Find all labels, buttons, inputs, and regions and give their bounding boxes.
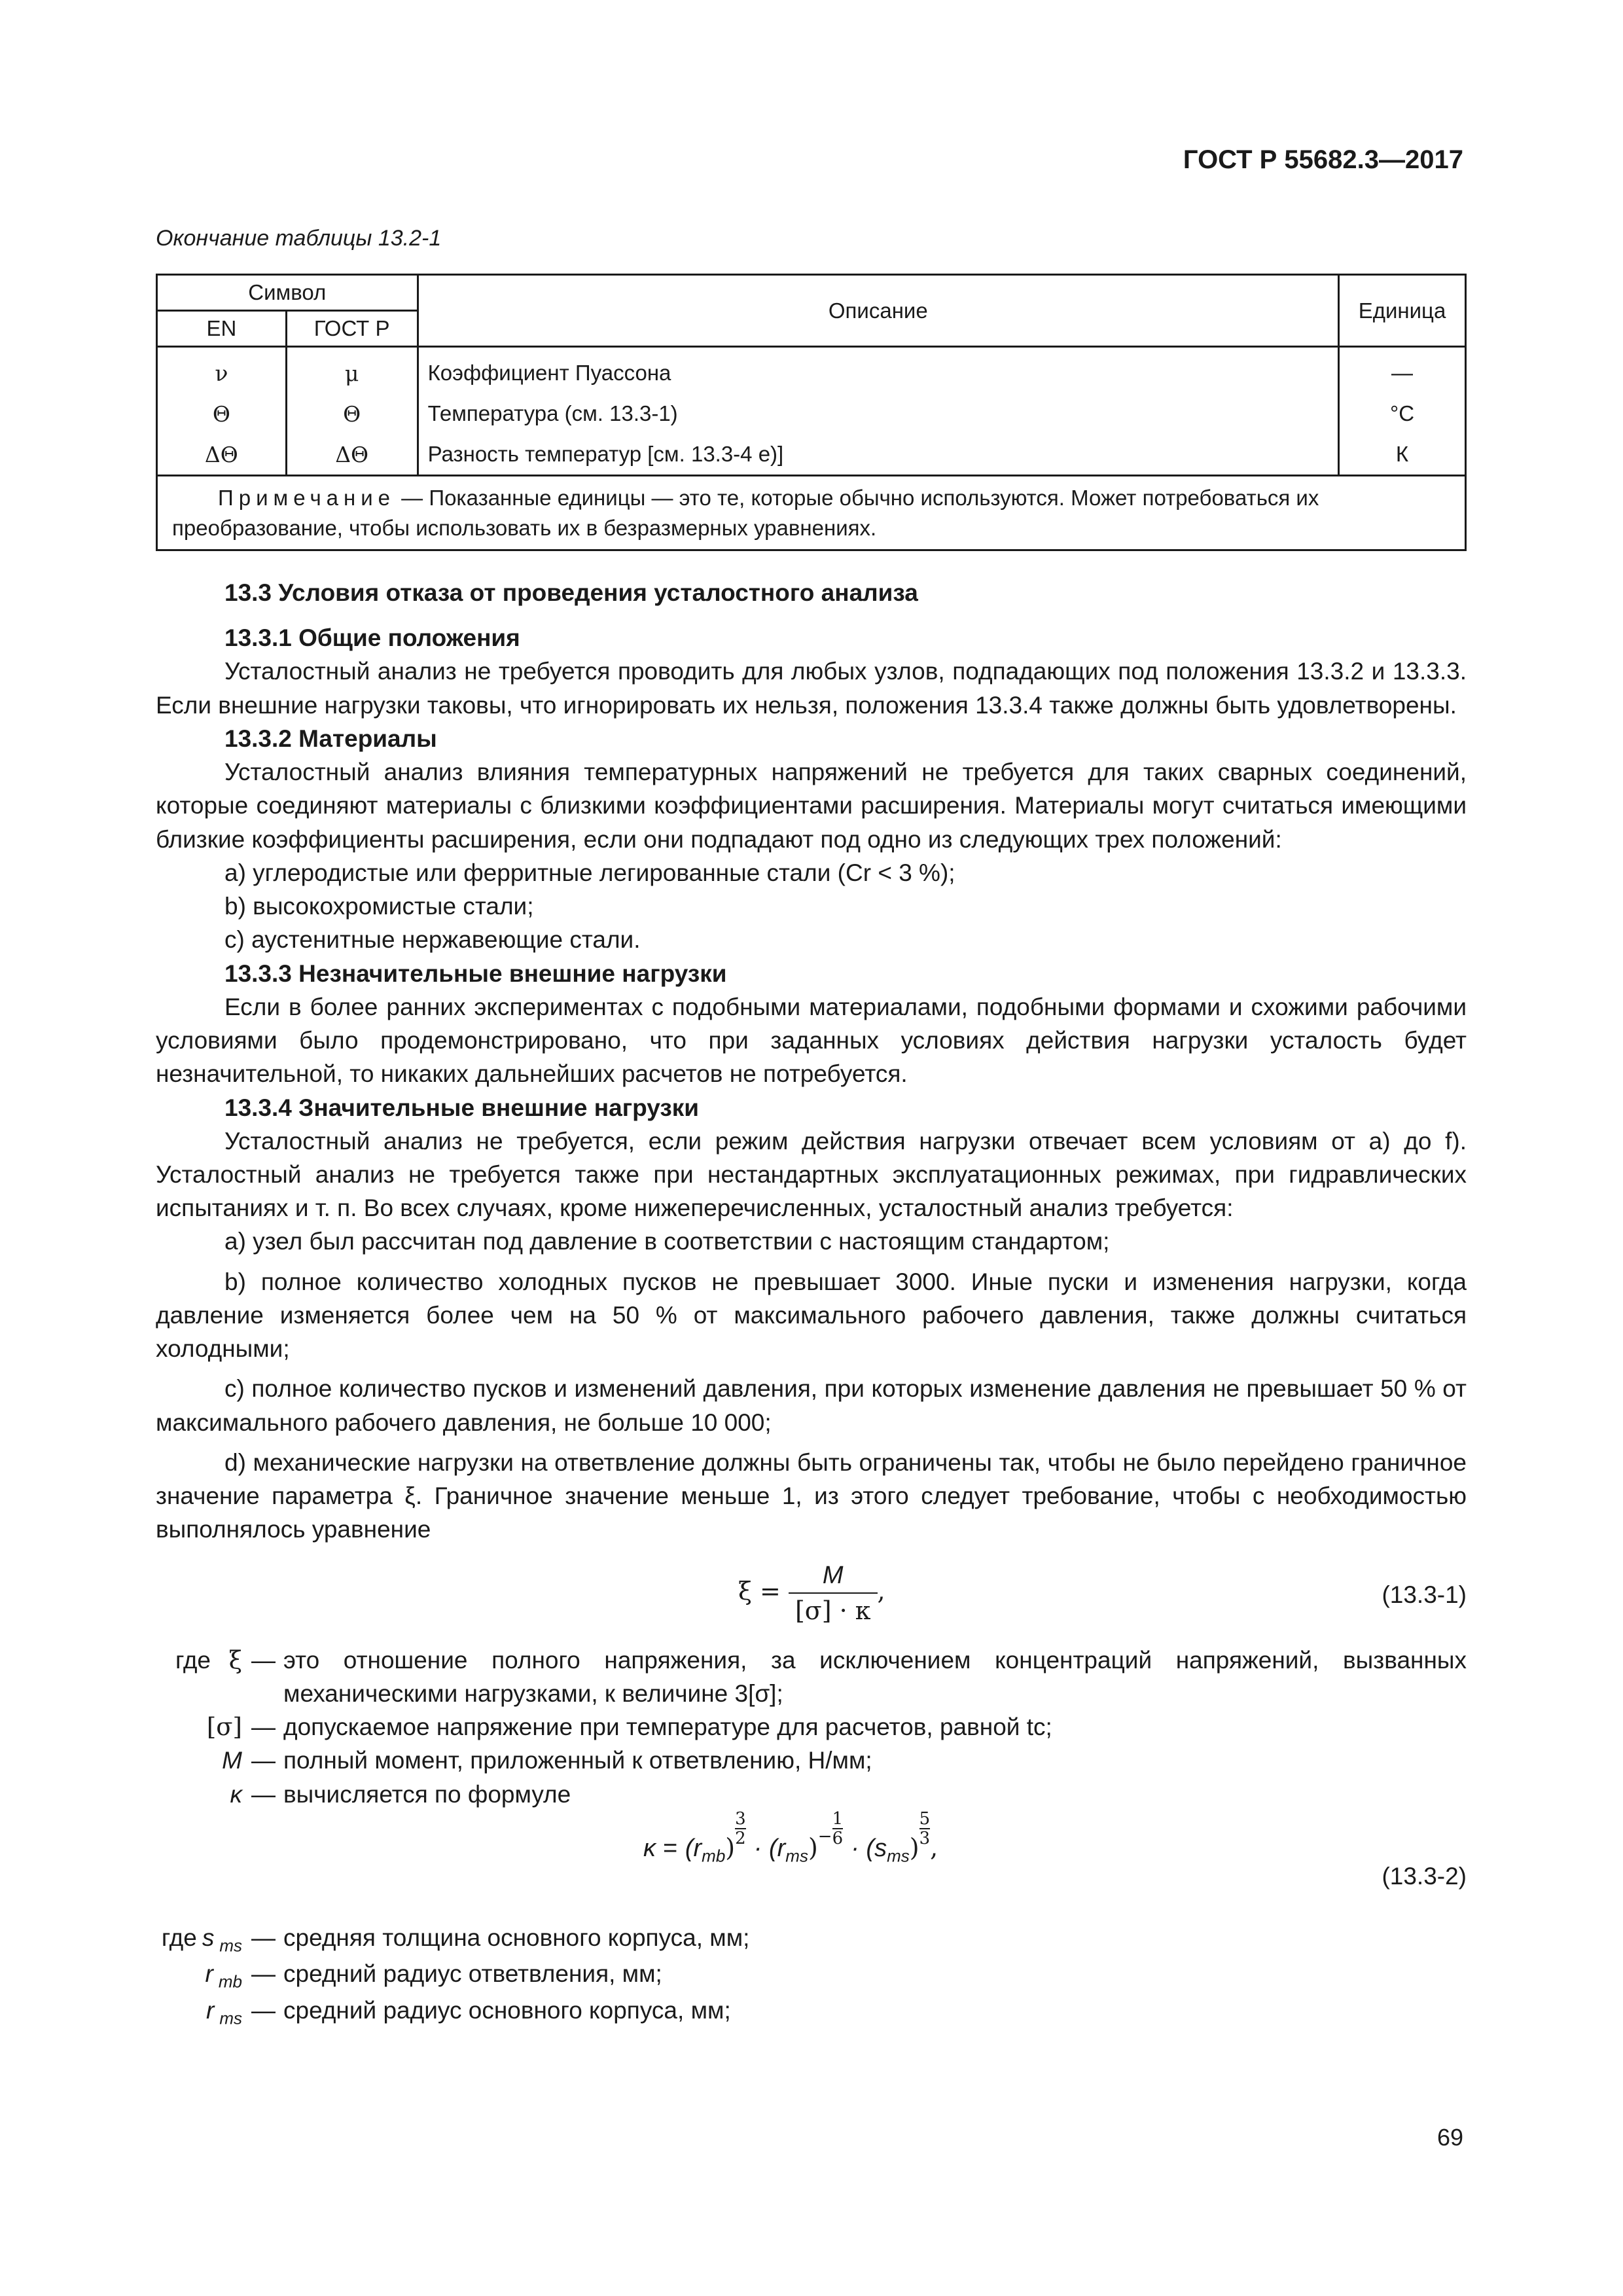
def-text: вычисляется по формуле bbox=[283, 1780, 571, 1808]
cell-gost: μ bbox=[286, 347, 418, 394]
equation-formula bbox=[738, 1558, 885, 1628]
cell-gost: Θ bbox=[286, 393, 418, 434]
def-symbol: κ bbox=[230, 1780, 242, 1808]
definition-item: κ — вычисляется по формуле bbox=[156, 1778, 1467, 1811]
cell-en: Θ bbox=[157, 393, 287, 434]
def-symbol: [σ] bbox=[206, 1713, 242, 1742]
document-body bbox=[156, 576, 1467, 2030]
definition-item: r $_{ms}$ — средний радиус основного корпуса, мм; bbox=[156, 1994, 1467, 2030]
definition-item: где ξ — это отношение полного напряжения, за исключением концентраций напряжений, вызванных механическими нагрузками, к величине 3[σ]; bbox=[156, 1643, 1467, 1710]
list-item: b) полное количество холодных пусков не превышает 3000. Иные пуски и изменения нагрузки, когда давление изменяется более чем на 50 % от максимального рабочего давления, также должны считаться холодными; bbox=[156, 1268, 1467, 1363]
def-symbol: s $_{ms}$ bbox=[202, 1924, 242, 1956]
definition-item: где s $_{ms}$ — средняя толщина основного корпуса, мм; bbox=[156, 1921, 1467, 1957]
paragraph: Усталостный анализ не требуется, если режим действия нагрузки отвечает всем условиям от a) до f). Усталостный анализ не требуется также при нестандартных эксплуатационных режимах, при гидравлических испытаниях и т. п. Во всех случаях, кроме нижеперечисленных, усталостный анализ требуется: bbox=[156, 1127, 1467, 1222]
table-row bbox=[157, 347, 1466, 394]
cell-en: ΔΘ bbox=[157, 434, 287, 476]
exp-den: 6 bbox=[832, 1829, 844, 1849]
list-item: b) высокохромистые стали; bbox=[224, 893, 534, 920]
paragraph: Усталостный анализ влияния температурных напряжений не требуется для таких сварных соединений, которые соединяют материалы с близкими коэффициентами расширения. Материалы могут считаться имеющими близкие коэффициенты расширения, если они подпадают под одно из следующих трех положений: bbox=[156, 759, 1467, 853]
table-note bbox=[157, 476, 1466, 550]
eq-exponent bbox=[919, 1810, 931, 1848]
def-text: средняя толщина основного корпуса, мм; bbox=[283, 1924, 750, 1951]
paragraph: Если в более ранних экспериментах с подобными материалами, подобными формами и схожими рабочими условиями было продемонстрировано, что при заданных условиях действия нагрузки усталость будет незначительной, то никаких дальнейших расчетов не потребуется. bbox=[156, 993, 1467, 1088]
eq-exponent bbox=[735, 1810, 746, 1848]
cell-unit: К bbox=[1339, 434, 1466, 476]
equation-number: (13.3-2) bbox=[1382, 1862, 1467, 1890]
def-symbol: M bbox=[222, 1747, 242, 1774]
exp-den: 2 bbox=[735, 1829, 746, 1849]
def-text: это отношение полного напряжения, за исключением концентраций напряжений, вызванных механическими нагрузками, к величине 3[σ]; bbox=[283, 1646, 1467, 1707]
def-symbol: r $_{mb}$ bbox=[205, 1960, 242, 1992]
cell-en: ν bbox=[157, 347, 287, 394]
col-head-unit: Единица bbox=[1339, 275, 1466, 347]
list-item: c) полное количество пусков и изменений давления, при которых изменение давления не превышает 50 % от максимального рабочего давления, не больше 10 000; bbox=[156, 1375, 1467, 1436]
table-row bbox=[157, 434, 1466, 476]
eq-lhs: κ = bbox=[643, 1834, 677, 1862]
def-text: допускаемое напряжение при температуре для расчетов, равной tc; bbox=[283, 1713, 1052, 1741]
def-text: средний радиус основного корпуса, мм; bbox=[283, 1996, 731, 2024]
where-label: где bbox=[161, 1924, 197, 1951]
cell-unit: — bbox=[1339, 347, 1466, 394]
cell-unit: °C bbox=[1339, 393, 1466, 434]
subsection-heading: 13.3.2 Материалы bbox=[224, 725, 437, 752]
table-row bbox=[157, 393, 1466, 434]
eq-term-sms: · (s bbox=[851, 1834, 887, 1862]
col-head-description: Описание bbox=[418, 275, 1338, 347]
col-head-en: EN bbox=[157, 311, 287, 347]
section-heading: 13.3 Условия отказа от проведения усталостного анализа bbox=[224, 579, 918, 606]
exp-sign: − bbox=[817, 1826, 832, 1846]
col-head-gost: ГОСТ Р bbox=[286, 311, 418, 347]
note-label: Примечание bbox=[218, 486, 396, 510]
exp-num: 1 bbox=[832, 1808, 844, 1829]
equation-13-3-2 bbox=[156, 1808, 1467, 1914]
def-text: средний радиус ответвления, мм; bbox=[283, 1960, 662, 1988]
list-item: a) узел был рассчитан под давление в соответствии с настоящим стандартом; bbox=[224, 1228, 1110, 1255]
cell-desc: Коэффициент Пуассона bbox=[418, 347, 1338, 394]
page-number: 69 bbox=[1436, 2124, 1463, 2151]
table-caption: Окончание таблицы 13.2-1 bbox=[156, 226, 442, 251]
subsection-heading: 13.3.1 Общие положения bbox=[224, 624, 520, 652]
cell-desc: Температура (см. 13.3-1) bbox=[418, 393, 1338, 434]
definition-item: M — полный момент, приложенный к ответвлению, Н/мм; bbox=[156, 1744, 1467, 1777]
where-label: где bbox=[175, 1646, 211, 1674]
def-text: полный момент, приложенный к ответвлению, Н/мм; bbox=[283, 1747, 872, 1774]
subsection-heading: 13.3.4 Значительные внешние нагрузки bbox=[224, 1094, 699, 1121]
equation-13-3-1 bbox=[156, 1558, 1467, 1637]
definitions-list bbox=[156, 1921, 1467, 2030]
equation-number: (13.3-1) bbox=[1382, 1581, 1467, 1608]
eq-exponent bbox=[832, 1810, 844, 1848]
list-item: d) механические нагрузки на ответвление должны быть ограничены так, чтобы не было перейдено граничное значение параметра ξ. Граничное значение меньше 1, из этого следует требование, чтобы с необходимостью выполнялось уравнение bbox=[156, 1448, 1467, 1543]
eq-term-rms: · (r bbox=[753, 1834, 786, 1862]
exp-den: 3 bbox=[919, 1829, 931, 1849]
exp-num: 5 bbox=[919, 1808, 931, 1829]
eq-numerator: M bbox=[789, 1558, 878, 1594]
paragraph: Усталостный анализ не требуется проводить для любых узлов, подпадающих под положения 13.3.2 и 13.3.3. Если внешние нагрузки таковы, что игнорировать их нельзя, положения 13.3.4 также должны быть удовлетворены. bbox=[156, 658, 1467, 719]
eq-term-rmb: (r bbox=[685, 1834, 702, 1862]
def-symbol: ξ bbox=[228, 1645, 242, 1674]
list-item: c) аустенитные нержавеющие стали. bbox=[224, 926, 641, 954]
symbols-table bbox=[156, 274, 1467, 551]
def-symbol: r $_{ms}$ bbox=[206, 1996, 242, 2028]
definition-item: [σ] — допускаемое напряжение при температуре для расчетов, равной tc; bbox=[156, 1710, 1467, 1744]
definition-item: r $_{mb}$ — средний радиус ответвления, мм; bbox=[156, 1957, 1467, 1993]
note-text: — Показанные единицы — это те, которые обычно используются. Может потребоваться их преобразование, чтобы использовать их в безразмерных уравнениях. bbox=[172, 486, 1319, 540]
eq-sub: ms bbox=[887, 1846, 910, 1866]
cell-gost: ΔΘ bbox=[286, 434, 418, 476]
eq-sub: mb bbox=[702, 1846, 726, 1866]
eq-trail: , bbox=[930, 1833, 938, 1862]
eq-denominator: [σ] · κ bbox=[794, 1596, 871, 1626]
exp-num: 3 bbox=[735, 1808, 746, 1829]
definitions-list bbox=[156, 1643, 1467, 1811]
eq-trail: , bbox=[877, 1576, 885, 1605]
subsection-heading: 13.3.3 Незначительные внешние нагрузки bbox=[224, 960, 727, 987]
col-head-symbol: Символ bbox=[157, 275, 418, 311]
eq-fraction bbox=[789, 1558, 878, 1628]
cell-desc: Разность температур [см. 13.3-4 е)] bbox=[418, 434, 1338, 476]
standard-header: ГОСТ Р 55682.3—2017 bbox=[1183, 145, 1463, 174]
eq-lhs: ξ = bbox=[738, 1576, 781, 1605]
equation-formula: $\kappa = (r_{mb})$ $\frac{3}{2}$ · $(r_{ms})^-$ $\frac{1}{6}$ · $(s_{ms})$ $\frac{5}{3}$ , bbox=[643, 1808, 938, 1866]
eq-sub: ms bbox=[785, 1846, 808, 1866]
list-item: a) углеродистые или ферритные легированные стали (Cr < 3 %); bbox=[224, 859, 955, 886]
